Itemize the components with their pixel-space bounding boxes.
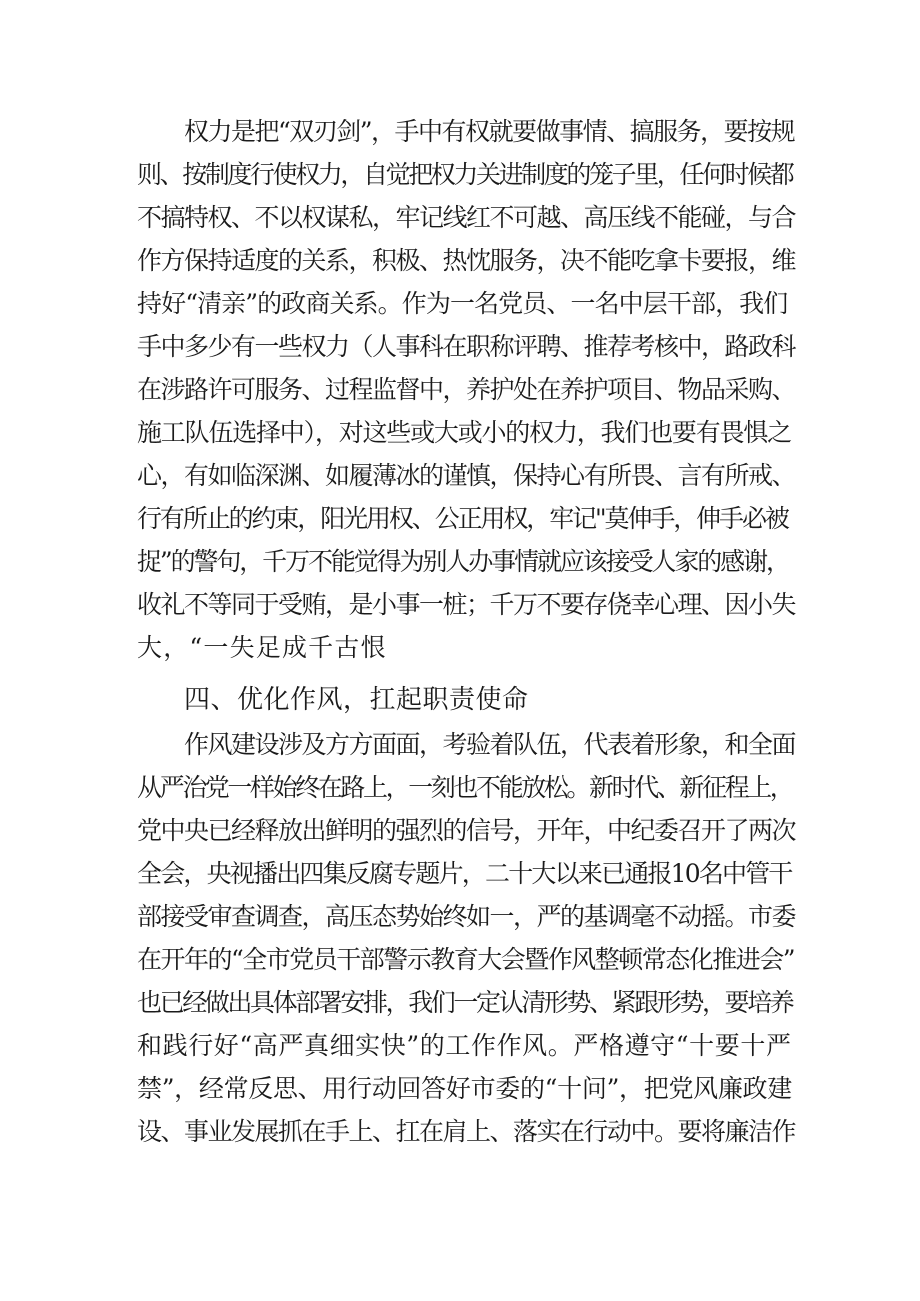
paragraph-line: 持好“清亲”的政商关系。作为一名党员、一名中层干部，我们 [137,289,788,318]
paragraph-line: 设、事业发展抓在手上、扛在肩上、落实在行动中。要将廉洁作 [137,1117,796,1146]
paragraph-line: 行有所止的约束，阳光用权、公正用权，牢记''莫伸手，伸手必被 [137,504,788,533]
paragraph-line: 全会，央视播出四集反腐专题片，二十大以来已通报10名中管干 [137,859,792,888]
paragraph-line: 从严治党一样始终在路上，一刻也不能放松。新时代、新征程上， [137,773,793,802]
paragraph-line: 在涉路许可服务、过程监督中，养护处在养护项目、物品采购、 [137,375,796,404]
paragraph-line: 捉”的警句，千万不能觉得为别人办事情就应该接受人家的感谢， [137,547,789,576]
paragraph-line: 党中央已经释放出鲜明的强烈的信号，开年，中纪委召开了两次 [137,816,796,845]
paragraph-line: 则、按制度行使权力，自觉把权力关进制度的笼子里，任何时候都 [137,160,793,189]
paragraph-line: 也已经做出具体部署安排，我们一定认清形势、紧跟形势，要培养 [137,988,793,1017]
paragraph-line: 收礼不等同于受贿，是小事一桩；千万不要存侥幸心理、因小失 [137,590,796,619]
paragraph-line: 心，有如临深渊、如履薄冰的谨慎，保持心有所畏、言有所戒、 [137,461,796,490]
paragraph-line: 禁”，经常反思、用行动回答好市委的“十问”，把党风廉政建 [137,1074,792,1103]
paragraph-line: 在开年的“全市党员干部警示教育大会暨作风整顿常态化推进会” [137,945,795,974]
paragraph-line: 不搞特权、不以权谋私，牢记线红不可越、高压线不能碰，与合 [137,203,796,232]
paragraph-line: 手中多少有一些权力（人事科在职称评聘、推荐考核中，路政科 [137,332,796,361]
paragraph-line: 作风建设涉及方方面面，考验着队伍，代表着形象，和全面 [184,730,796,759]
paragraph-line: 大，“一失足成千古恨 [137,633,387,662]
paragraph-line: 权力是把“双刃剑”，手中有权就要做事情、搞服务，要按规 [184,117,795,146]
paragraph-line: 和践行好“高严真细实快”的工作作风。严格遵守“十要十严 [137,1031,792,1060]
paragraph-line: 作方保持适度的关系，积极、热忱服务，决不能吃拿卡要报，维 [137,246,796,275]
paragraph-line: 施工队伍选择中），对这些或大或小的权力，我们也要有畏惧之 [137,418,791,447]
paragraph-line: 部接受审查调查，高压态势始终如一，严的基调毫不动摇。市委 [137,902,796,931]
section-heading: 四、优化作风，扛起职责使命 [184,685,529,715]
